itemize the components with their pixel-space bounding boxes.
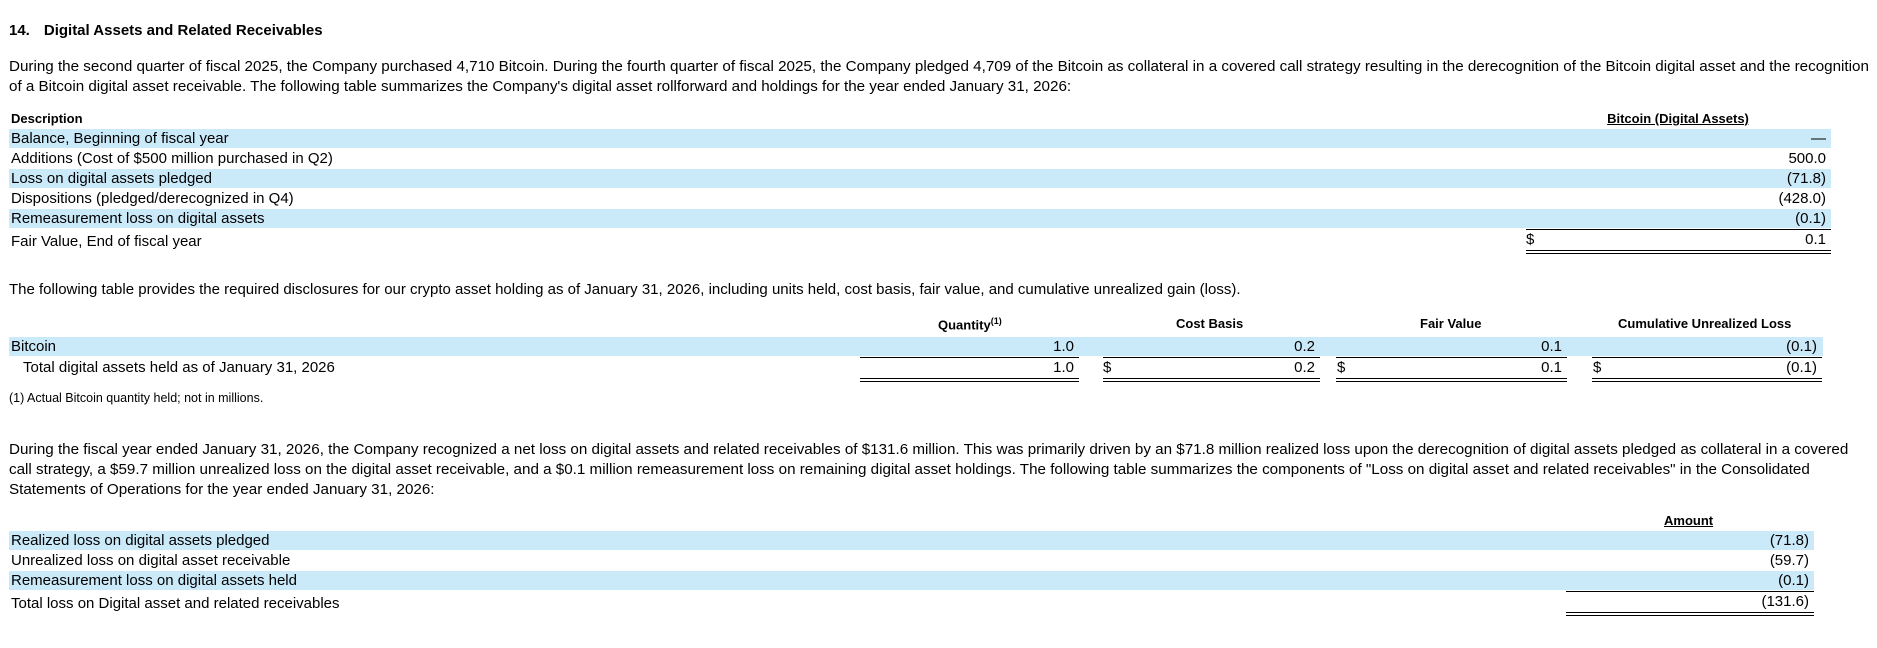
intro-paragraph: During the second quarter of fiscal 2025, the Company purchased 4,710 Bitcoin. During the fourth quarter of fiscal 2025, the Company pledged 4,709 of the Bitcoin as collateral in a covered call strategy resulting in the derecognition of the Bitcoin digital asset and the recognition of a Bitcoin digital asset receivable. The following table summarizes the Company's digital asset rollforward and holdings for the year ended January 31, 2026:: [9, 58, 1869, 95]
subtotal-rule: [1336, 357, 1567, 358]
subtotal-rule: [1592, 357, 1822, 358]
loss-row-value: (59.7): [1769, 552, 1809, 569]
holdings-total-currency: $: [1103, 359, 1112, 376]
loss-paragraph: During the fiscal year ended January 31, 2026, the Company recognized a net loss on digital assets and related receivables of $131.6 million. This was primarily driven by an $71.8 million realized loss upon the derecognition of digital assets pledged as collateral in a covered call strategy, a $59.7 million unrealized loss on the digital asset receivable, and a $0.1 million remeasurement loss on remaining digital asset holdings. The following table summarizes the components of "Loss on digital asset and related receivables" in the Consolidated Statements of Operations for the year ended January 31, 2026:: [9, 441, 1849, 498]
rollforward-row-value: 500.0: [1788, 150, 1826, 167]
holdings-total-unrealized: (0.1): [1786, 359, 1817, 376]
holdings-row-cost-basis: 0.2: [1294, 338, 1315, 355]
total-double-rule: [1103, 378, 1320, 382]
subtotal-rule: [1103, 357, 1320, 358]
row-band: [9, 169, 1831, 188]
loss-total-label: Total loss on Digital asset and related receivables: [11, 595, 340, 612]
header-quantity-text: Quantity: [938, 317, 991, 333]
total-double-rule: [1566, 612, 1814, 616]
subtotal-rule: [1526, 229, 1831, 230]
header-amount: Amount: [1664, 513, 1714, 528]
header-bitcoin-digital-assets: Bitcoin (Digital Assets): [1607, 111, 1749, 126]
holdings-total-fair-value: 0.1: [1541, 359, 1562, 376]
total-double-rule: [860, 378, 1079, 382]
rollforward-row-label: Dispositions (pledged/derecognized in Q4): [11, 190, 294, 207]
subtotal-rule: [860, 357, 1079, 358]
holdings-total-label: Total digital assets held as of January 31, 2026: [23, 359, 335, 376]
subtotal-rule: [1566, 591, 1814, 592]
rollforward-row-label: Remeasurement loss on digital assets: [11, 210, 265, 227]
rollforward-row-label: Additions (Cost of $500 million purchased in Q2): [11, 150, 333, 167]
total-double-rule: [1526, 250, 1831, 254]
holdings-total-cost-basis: 0.2: [1294, 359, 1315, 376]
row-band: [9, 209, 1831, 228]
loss-row-label: Unrealized loss on digital asset receivable: [11, 552, 291, 569]
loss-row-label: Realized loss on digital assets pledged: [11, 532, 270, 549]
rollforward-row-label: Balance, Beginning of fiscal year: [11, 130, 229, 147]
total-double-rule: [1592, 378, 1822, 382]
section-number: 14.: [9, 22, 30, 39]
total-double-rule: [1336, 378, 1567, 382]
holdings-intro: The following table provides the required disclosures for our crypto asset holding as of January 31, 2026, including units held, cost basis, fair value, and cumulative unrealized gain (loss).: [9, 281, 1241, 298]
holdings-footnote: (1) Actual Bitcoin quantity held; not in millions.: [9, 391, 264, 405]
header-cost-basis: Cost Basis: [1176, 316, 1244, 331]
holdings-total-currency: $: [1337, 359, 1346, 376]
loss-row-value: (71.8): [1769, 532, 1809, 549]
rollforward-row-value: (71.8): [1786, 170, 1826, 187]
rollforward-total-label: Fair Value, End of fiscal year: [11, 233, 202, 250]
section-title: Digital Assets and Related Receivables: [43, 22, 323, 39]
header-fair-value: Fair Value: [1420, 316, 1482, 331]
row-band: [9, 129, 1831, 148]
holdings-row-fair-value: 0.1: [1541, 338, 1562, 355]
loss-row-label: Remeasurement loss on digital assets held: [11, 572, 297, 589]
header-quantity: [938, 316, 1002, 332]
rollforward-row-value: (0.1): [1795, 210, 1826, 227]
loss-total-value: (131.6): [1761, 593, 1809, 610]
rollforward-row-value: —: [1811, 130, 1826, 147]
header-description: Description: [11, 111, 83, 126]
header-quantity-note: (1): [990, 316, 1002, 326]
rollforward-total-currency: $: [1526, 231, 1535, 248]
rollforward-row-value: (428.0): [1778, 190, 1826, 207]
rollforward-total-value: 0.1: [1805, 231, 1826, 248]
header-unrealized-loss: Cumulative Unrealized Loss: [1618, 316, 1792, 331]
rollforward-row-label: Loss on digital assets pledged: [11, 170, 212, 187]
section-heading: [9, 22, 323, 39]
holdings-total-quantity: 1.0: [1053, 359, 1074, 376]
holdings-row-quantity: 1.0: [1053, 338, 1074, 355]
holdings-row-unrealized: (0.1): [1786, 338, 1817, 355]
holdings-row-label: Bitcoin: [11, 338, 57, 355]
loss-row-value: (0.1): [1778, 572, 1809, 589]
holdings-total-currency: $: [1593, 359, 1602, 376]
row-band: [9, 531, 1814, 550]
